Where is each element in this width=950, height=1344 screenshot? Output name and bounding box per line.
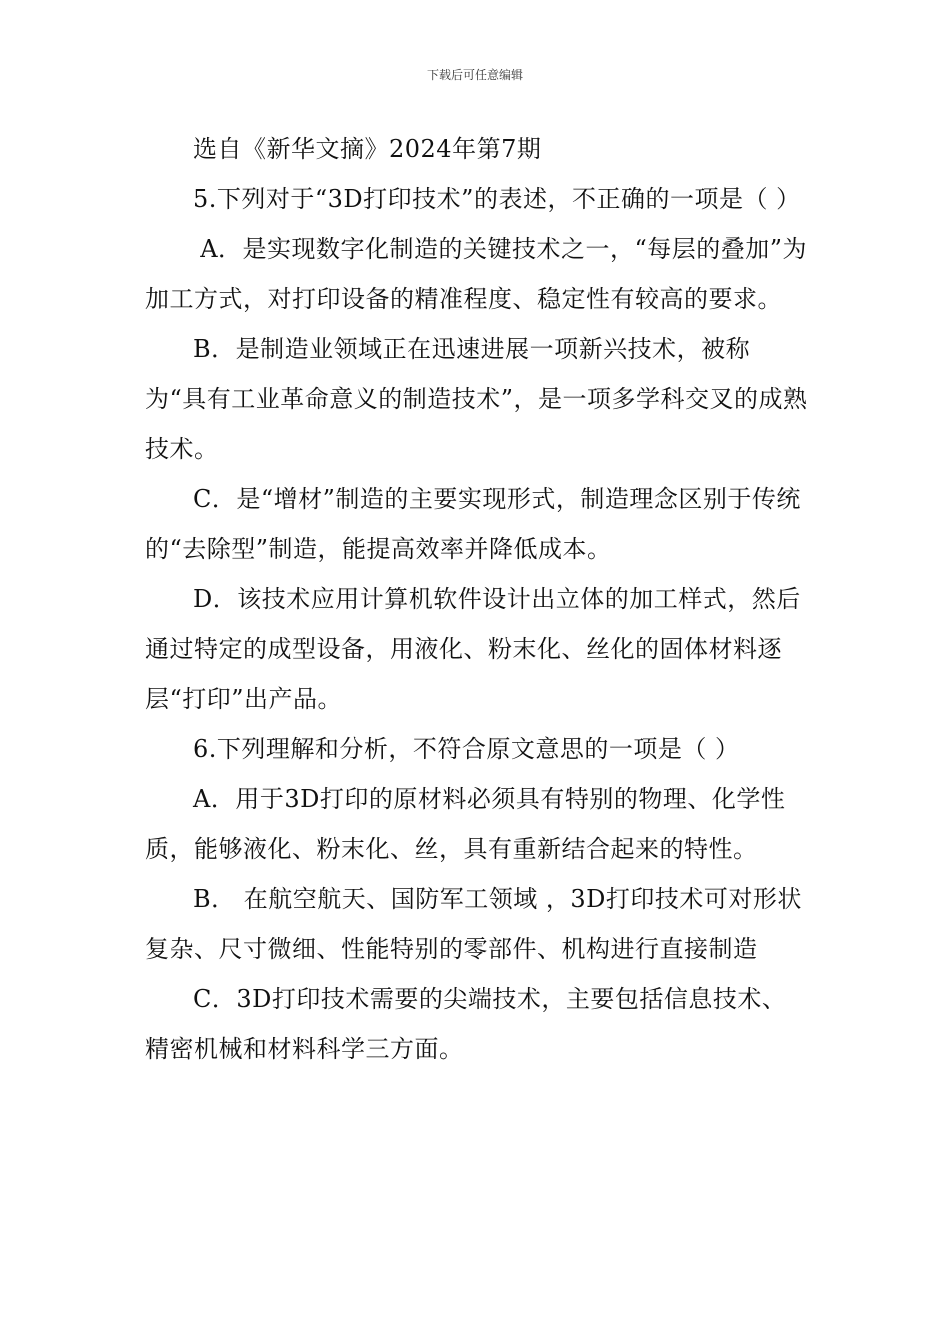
document-body bbox=[145, 124, 810, 1074]
header-note: 下载后可任意编辑 bbox=[426, 68, 523, 82]
question-5-option-d: D．该技术应用计算机软件设计出立体的加工样式，然后通过特定的成型设备，用液化、粉末化、丝化的固体材料逐层“打印”出产品。 bbox=[145, 585, 801, 713]
question-5-stem: 5.下列对于“3D打印技术”的表述，不正确的一项是（ ） bbox=[193, 185, 801, 213]
question-6-stem: 6.下列理解和分析，不符合原文意思的一项是（ ） bbox=[193, 735, 740, 763]
question-6-option-a: A．用于3D打印的原材料必须具有特别的物理、化学性质，能够液化、粉末化、丝，具有重新结合起来的特性。 bbox=[145, 785, 786, 863]
question-5-option-a: A．是实现数字化制造的关键技术之一，“每层的叠加”为加工方式，对打印设备的精准程度、稳定性有较高的要求。 bbox=[145, 235, 808, 313]
question-6-option-c: C．3D打印技术需要的尖端技术，主要包括信息技术、精密机械和材料科学三方面。 bbox=[145, 985, 787, 1063]
source-line: 选自《新华文摘》2024年第7期 bbox=[193, 135, 542, 163]
question-5-option-c: C．是“增材”制造的主要实现形式，制造理念区别于传统的“去除型”制造，能提高效率并降低成本。 bbox=[145, 485, 801, 563]
question-5-option-b: B．是制造业领域正在迅速进展一项新兴技术，被称为“具有工业革命意义的制造技术”，是一项多学科交叉的成熟技术。 bbox=[145, 335, 808, 463]
question-6-option-b: B． 在航空航天、国防军工领域 ，3D打印技术可对形状复杂、尺寸微细、性能特别的零部件、机构进行直接制造 bbox=[145, 885, 802, 963]
